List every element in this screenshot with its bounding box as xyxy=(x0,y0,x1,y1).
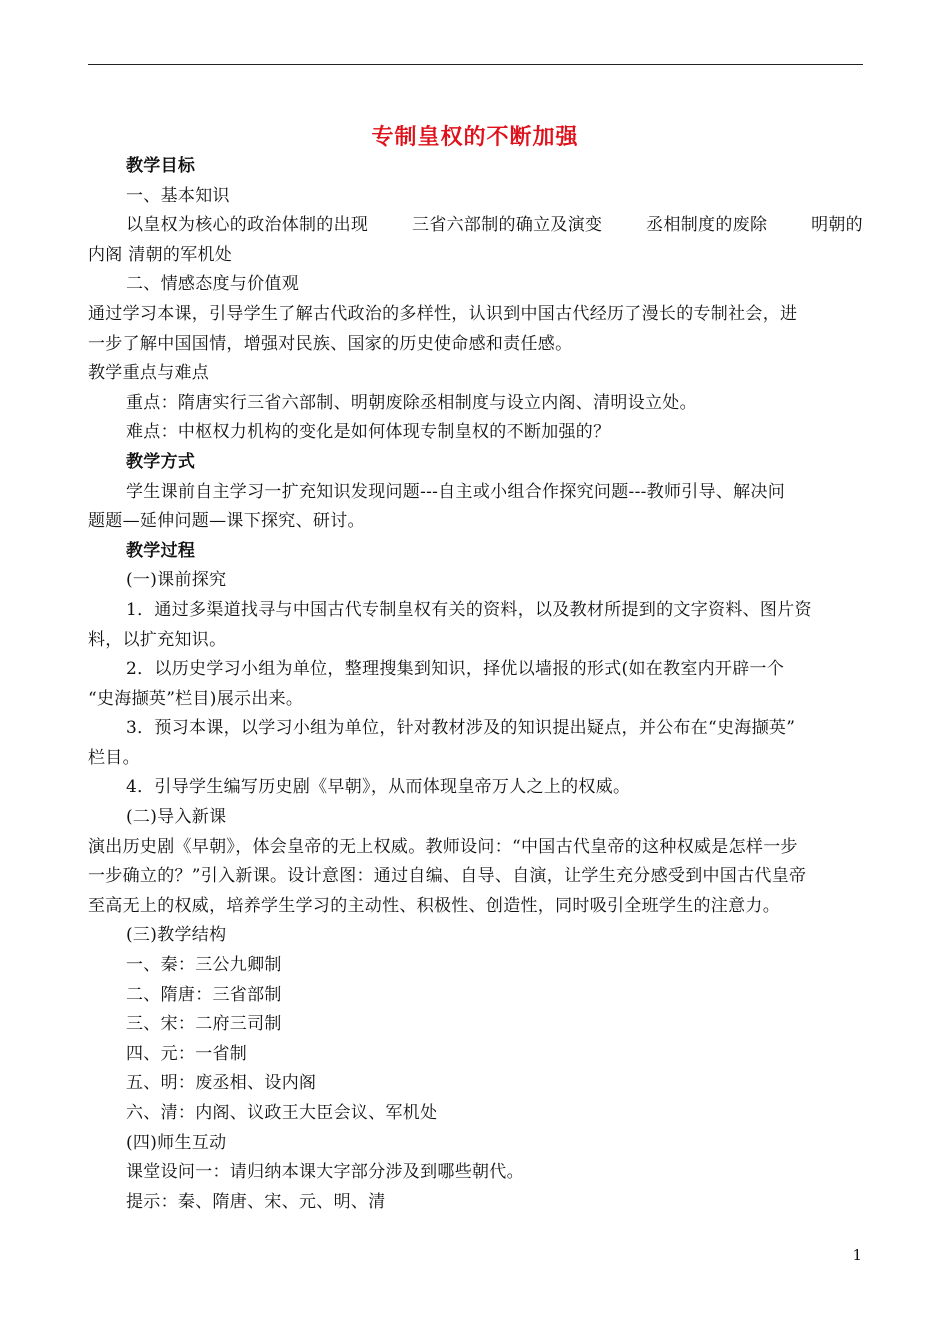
structure-item: 四、元：一省制 xyxy=(126,1043,248,1064)
structure-item: 二、隋唐：三省部制 xyxy=(126,984,282,1005)
intro-paragraph-line: 一步确立的？”引入新课。设计意图：通过自编、自导、自演，让学生充分感受到中国古代皇帝 xyxy=(88,866,807,887)
numbered-item-line: 2．以历史学习小组为单位，整理搜集到知识，择优以墙报的形式(如在教室内开辟一个 xyxy=(126,659,785,680)
basic-knowledge-heading: 一、基本知识 xyxy=(126,185,230,206)
section-heading: (四)师生互动 xyxy=(126,1132,227,1153)
hint-text: 提示：秦、隋唐、宋、元、明、清 xyxy=(126,1191,386,1212)
numbered-item-line: “史海撷英”栏目)展示出来。 xyxy=(88,688,304,709)
numbered-item-line: 3．预习本课，以学习小组为单位，针对教材涉及的知识提出疑点，并公布在“史海撷英” xyxy=(126,718,796,739)
structure-item: 三、宋：二府三司制 xyxy=(126,1014,282,1035)
section-heading: (三)教学结构 xyxy=(126,925,227,946)
method-paragraph-line: 学生课前自主学习一扩充知识发现问题---自主或小组合作探究问题---教师引导、解决问 xyxy=(126,481,786,502)
intro-paragraph-line: 演出历史剧《早朝》，体会皇帝的无上权威。教师设问：“中国古代皇帝的这种权威是怎样一步 xyxy=(88,836,798,857)
attitude-paragraph-line: 一步了解中国国情，增强对民族、国家的历史使命感和责任感。 xyxy=(88,333,573,354)
numbered-item-line: 栏目。 xyxy=(88,747,140,768)
structure-item: 一、秦：三公九卿制 xyxy=(126,955,282,976)
numbered-item-line: 1．通过多渠道找寻与中国古代专制皇权有关的资料，以及教材所提到的文字资料、图片资 xyxy=(126,599,812,620)
attitude-heading: 二、情感态度与价值观 xyxy=(126,274,299,295)
question-text: 课堂设问一：请归纳本课大字部分涉及到哪些朝代。 xyxy=(126,1162,524,1183)
process-heading: 教学过程 xyxy=(126,540,196,561)
attitude-paragraph-line: 通过学习本课，引导学生了解古代政治的多样性，认识到中国古代经历了漫长的专制社会，进 xyxy=(88,303,798,324)
knowledge-item: 三省六部制的确立及演变 xyxy=(412,215,603,236)
method-paragraph-line: 题题—延伸问题—课下探究、研讨。 xyxy=(88,511,365,532)
basic-knowledge-list xyxy=(88,211,863,241)
document-title: 专制皇权的不断加强 xyxy=(371,124,579,150)
structure-item: 六、清：内阁、议政王大臣会议、军机处 xyxy=(126,1103,438,1123)
section-heading: (二)导入新课 xyxy=(126,807,227,828)
method-heading: 教学方式 xyxy=(126,451,196,472)
difficulty-text: 难点：中枢权力机构的变化是如何体现专制皇权的不断加强的？ xyxy=(126,422,611,443)
knowledge-item: 丞相制度的废除 xyxy=(646,215,768,236)
document-body xyxy=(88,152,863,1217)
basic-knowledge-continued: 内阁 清朝的军机处 xyxy=(88,244,233,265)
keypoints-heading: 教学重点与难点 xyxy=(88,363,210,384)
knowledge-item: 以皇权为核心的政治体制的出现 xyxy=(126,215,369,236)
objectives-heading: 教学目标 xyxy=(126,156,196,176)
page-number: 1 xyxy=(852,1246,862,1264)
header-rule xyxy=(88,64,863,65)
structure-item: 五、明：废丞相、设内阁 xyxy=(126,1073,317,1094)
numbered-item-line: 料，以扩充知识。 xyxy=(88,629,227,650)
keypoint-text: 重点：隋唐实行三省六部制、明朝废除丞相制度与设立内阁、清明设立处。 xyxy=(126,392,697,413)
section-heading: (一)课前探究 xyxy=(126,570,227,591)
knowledge-item: 明朝的 xyxy=(811,215,863,236)
intro-paragraph-line: 至高无上的权威，培养学生学习的主动性、积极性、创造性，同时吸引全班学生的注意力。 xyxy=(88,895,780,916)
numbered-item-line: 4．引导学生编写历史剧《早朝》，从而体现皇帝万人之上的权威。 xyxy=(126,777,631,798)
